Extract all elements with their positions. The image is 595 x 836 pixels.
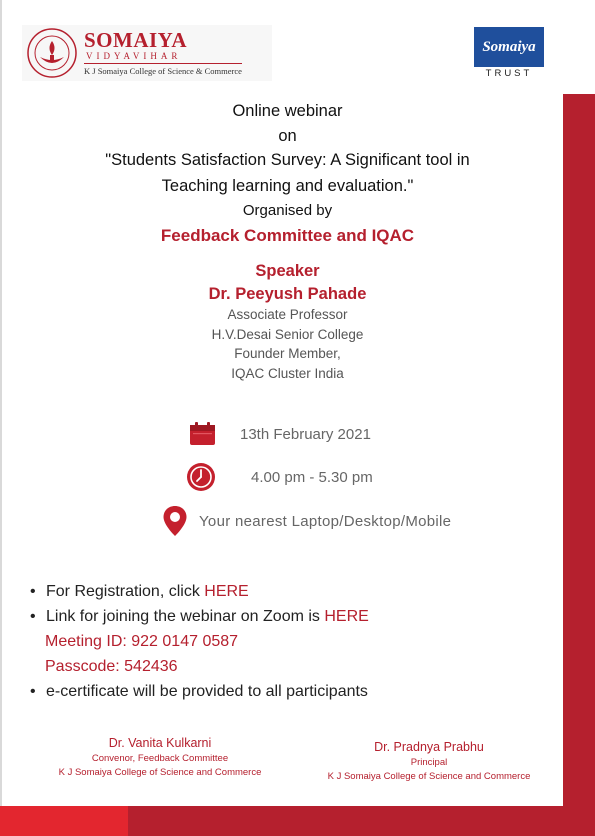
trust-word: TRUST	[485, 68, 533, 79]
event-time: 4.00 pm - 5.30 pm	[251, 469, 373, 486]
trust-script-text: Somaiya	[482, 38, 536, 55]
event-type: Online webinar	[232, 102, 343, 120]
organised-by-label: Organised by	[242, 202, 333, 219]
somaiya-emblem-icon	[26, 27, 78, 79]
registration-text: For Registration, click	[46, 583, 205, 600]
speaker-org: IQAC Cluster India	[231, 366, 344, 381]
speaker-name: Dr. Peeyush Pahade	[208, 285, 367, 303]
registration-link[interactable]: HERE	[204, 583, 249, 600]
somaiya-vidyavihar-logo	[22, 25, 272, 81]
zoom-link[interactable]: HERE	[324, 608, 369, 625]
event-connector: on	[278, 127, 297, 145]
signatory-left-org: K J Somaiya College of Science and Commerce	[58, 767, 262, 778]
signatory-right-title: Principal	[410, 757, 448, 768]
zoom-text: Link for joining the webinar on Zoom is	[46, 608, 325, 625]
speaker-role: Founder Member,	[234, 346, 341, 361]
bottom-red-band	[128, 806, 595, 836]
info-list	[30, 582, 550, 707]
signatory-left	[40, 736, 280, 778]
certificate-text: e-certificate will be provided to all participants	[46, 683, 368, 700]
brand-name: SOMAIYA	[84, 28, 188, 52]
event-title-line1: "Students Satisfaction Survey: A Significant tool in	[105, 151, 470, 169]
speaker-designation: Associate Professor	[227, 307, 348, 322]
organiser-name: Feedback Committee and IQAC	[160, 226, 415, 245]
meeting-id: Meeting ID: 922 0147 0587	[45, 633, 239, 650]
event-venue: Your nearest Laptop/Desktop/Mobile	[199, 513, 452, 530]
passcode: Passcode: 542436	[45, 658, 178, 675]
signatory-left-name: Dr. Vanita Kulkarni	[108, 736, 212, 750]
calendar-icon	[189, 422, 216, 446]
speaker-college: H.V.Desai Senior College	[211, 327, 364, 342]
speaker-heading: Speaker	[255, 262, 320, 280]
list-item-registration	[30, 582, 550, 607]
brand-college: K J Somaiya College of Science & Commerce	[84, 63, 242, 76]
event-title-line2: Teaching learning and evaluation."	[161, 177, 414, 195]
signatory-right-org: K J Somaiya College of Science and Commerce	[327, 771, 531, 782]
signatory-right-name: Dr. Pradnya Prabhu	[374, 740, 484, 754]
brand-subtitle: VIDYAVIHAR	[86, 51, 182, 61]
location-pin-icon	[162, 505, 188, 537]
somaiya-trust-logo	[474, 27, 544, 81]
signatory-right	[322, 740, 536, 782]
trust-logo-box	[474, 27, 544, 67]
list-item-zoom	[30, 607, 550, 632]
list-item-certificate	[30, 682, 550, 707]
bottom-left-red-band	[0, 806, 128, 836]
clock-icon	[186, 462, 216, 492]
event-date: 13th February 2021	[240, 426, 371, 443]
signatory-left-title: Convenor, Feedback Committee	[91, 753, 229, 764]
